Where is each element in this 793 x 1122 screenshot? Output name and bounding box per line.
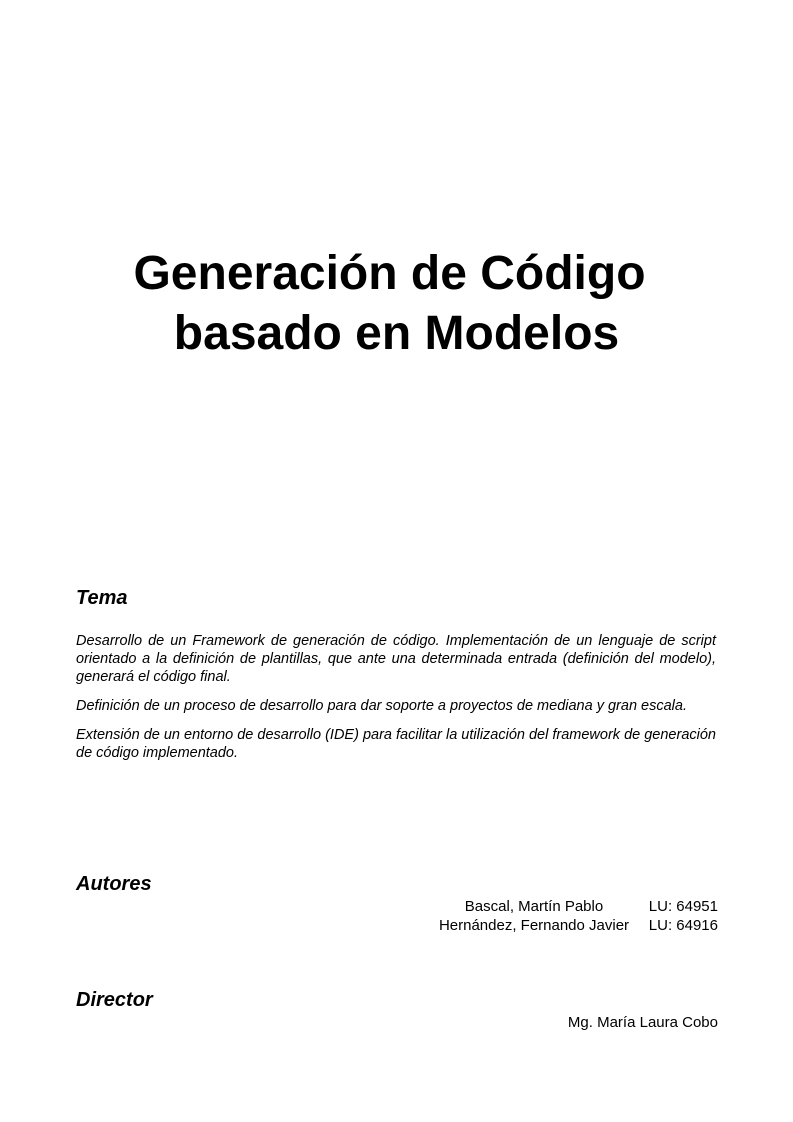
document-title <box>0 244 793 364</box>
tema-paragraph: Definición de un proceso de desarrollo para dar soporte a proyectos de mediana y gran escala. <box>76 698 687 714</box>
author-name: Hernández, Fernando Javier <box>438 917 630 934</box>
title-line-1: Generación de Código <box>133 247 646 300</box>
tema-section <box>76 632 716 773</box>
author-name: Bascal, Martín Pablo <box>464 898 604 915</box>
author-lu: LU: 64951 <box>648 898 718 915</box>
tema-paragraph: Extensión de un entorno de desarrollo (IDE) para facilitar la utilización del framework de generación de código implementado. <box>76 727 716 761</box>
director-name: Mg. María Laura Cobo <box>567 1014 718 1031</box>
author-row <box>0 916 718 935</box>
director-heading: Director <box>76 989 153 1011</box>
tema-heading: Tema <box>76 587 128 609</box>
author-row <box>0 897 718 916</box>
title-line-2: basado en Modelos <box>173 307 620 360</box>
author-lu: LU: 64916 <box>648 917 718 934</box>
tema-paragraph: Desarrollo de un Framework de generación de código. Implementación de un lenguaje de script orientado a la definición de plantillas, que ante una determinada entrada (definición del modelo), generará el código final. <box>76 633 716 685</box>
autores-heading: Autores <box>76 873 152 895</box>
authors-list <box>0 897 718 935</box>
